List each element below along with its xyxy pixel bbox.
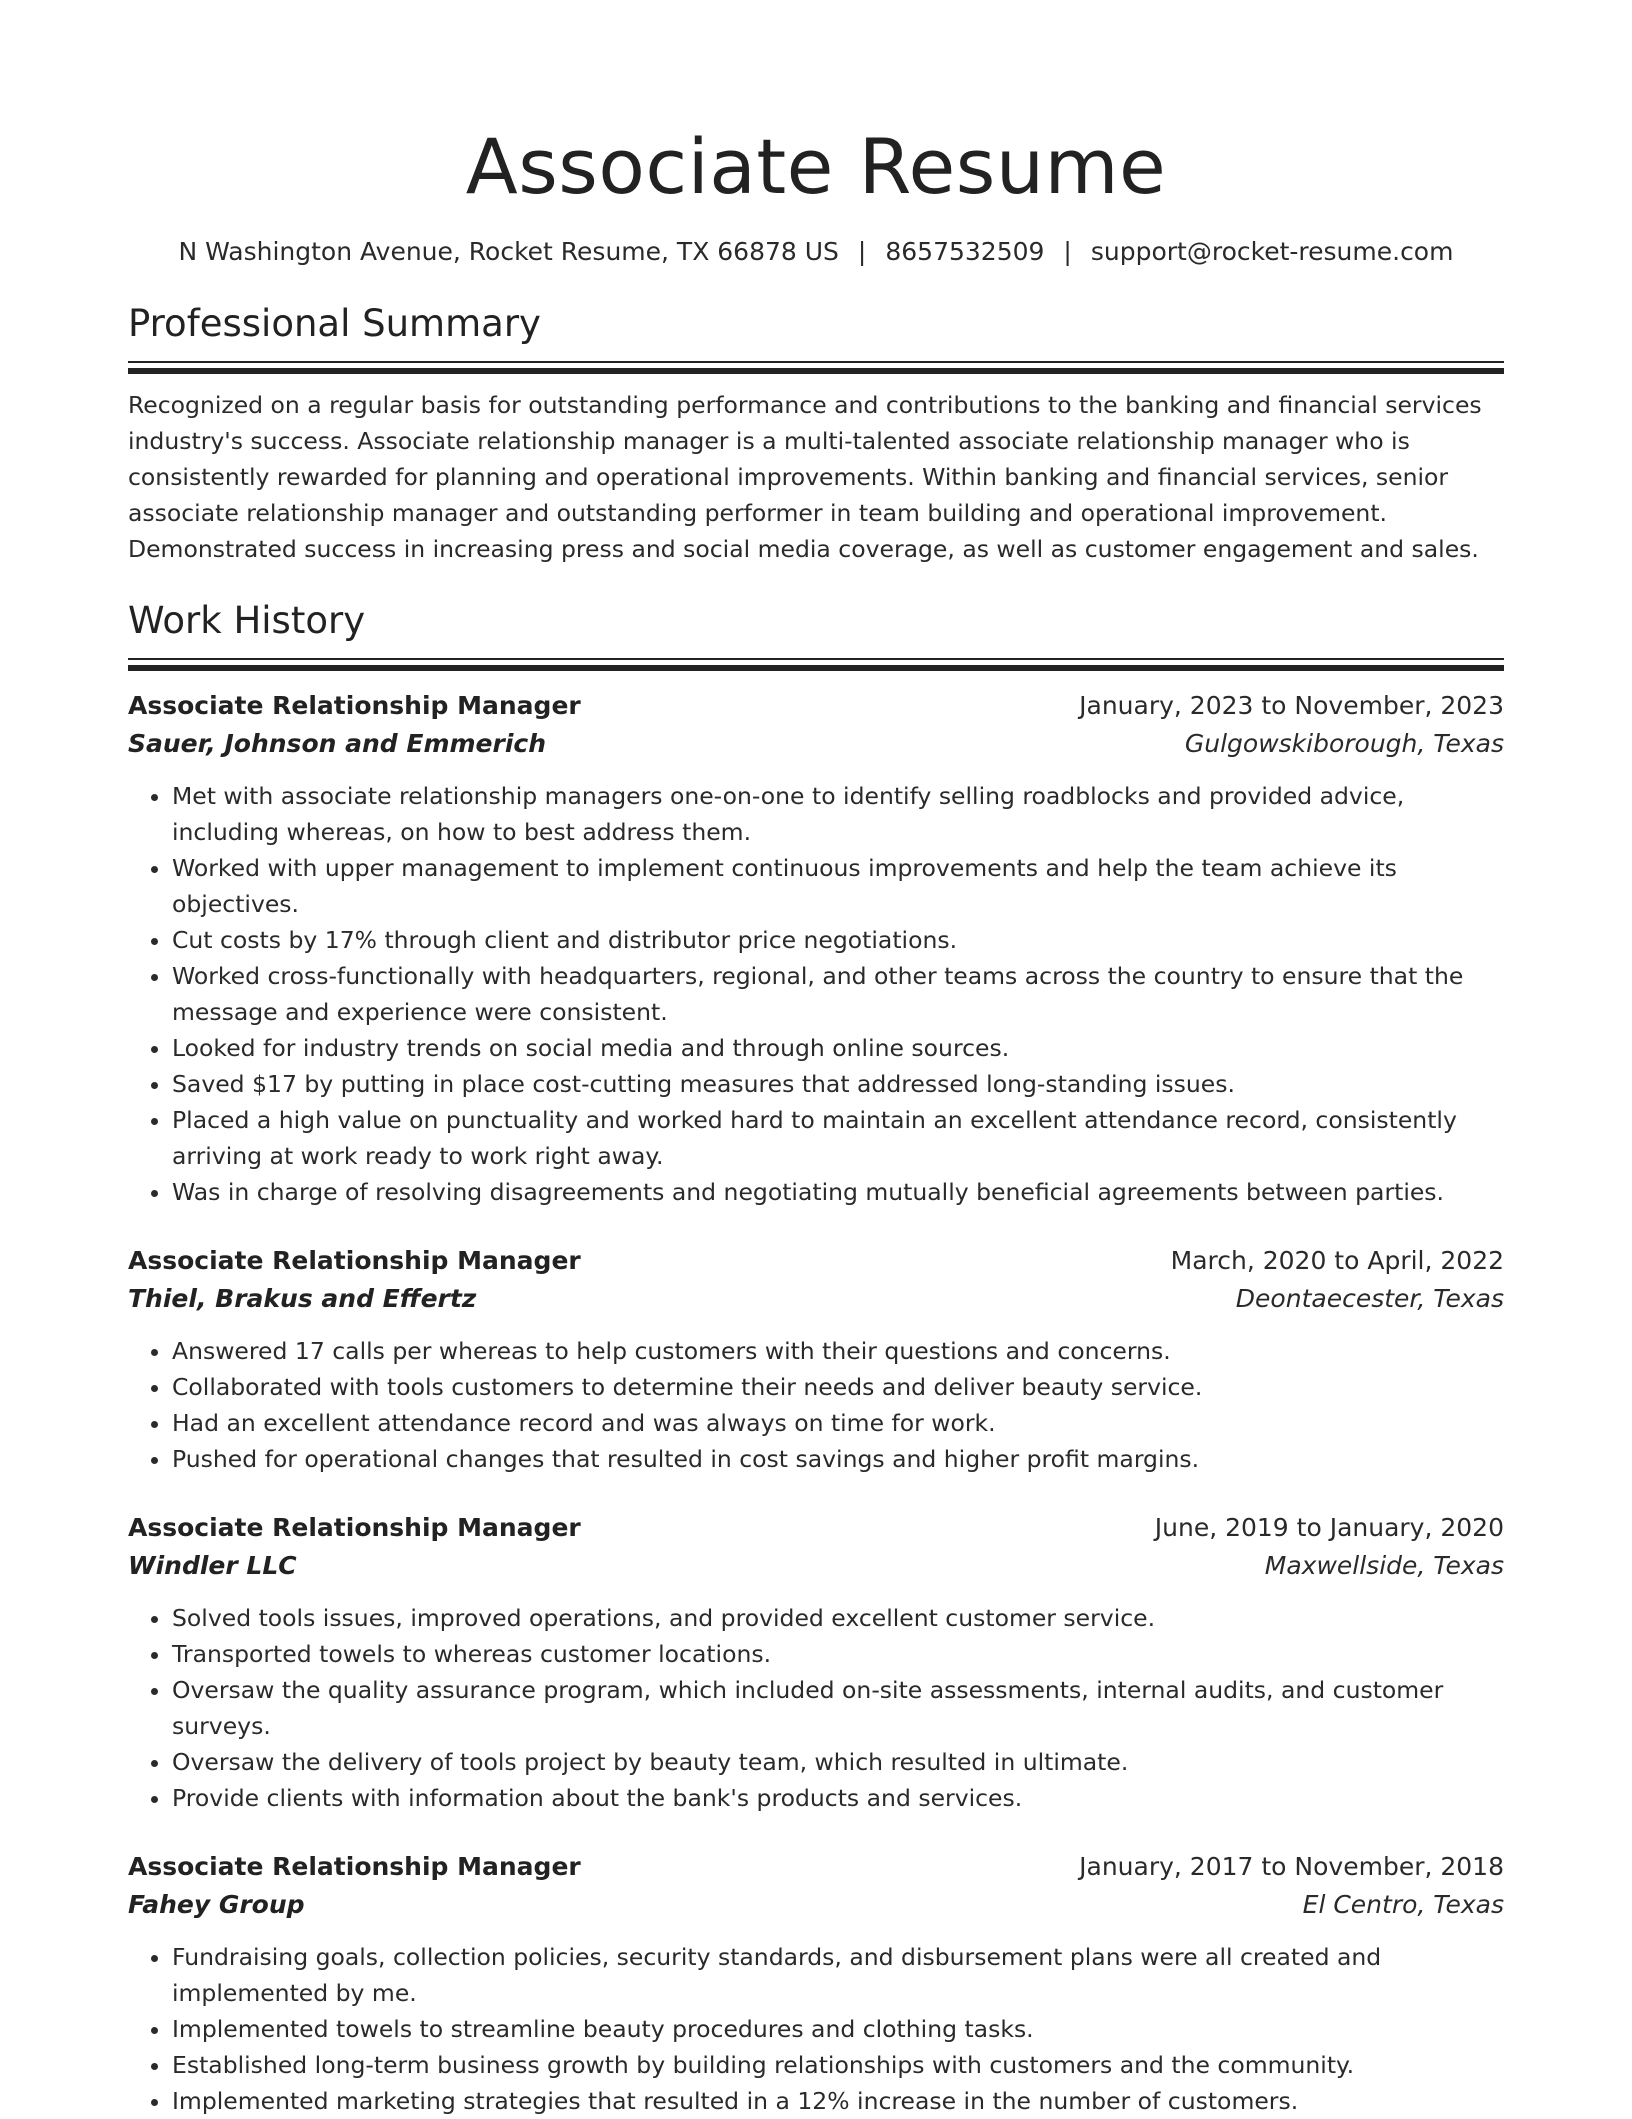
job-bullets <box>128 1600 1504 1816</box>
job-title-row <box>128 687 1504 725</box>
job-company-row <box>128 1280 1504 1318</box>
job-bullet: • Was in charge of resolving disagreements and negotiating mutually beneficial agreements between parties. <box>172 1174 1504 1210</box>
job-entry <box>128 1848 1504 2119</box>
job-bullet: • Established long-term business growth by building relationships with customers and the community. <box>172 2047 1504 2083</box>
job-bullet: • Met with associate relationship managers one-on-one to identify selling roadblocks and provided advice, including whereas, on how to best address them. <box>172 778 1504 850</box>
job-company-row <box>128 725 1504 763</box>
job-bullet: • Oversaw the quality assurance program, which included on-site assessments, internal audits, and customer surveys. <box>172 1672 1504 1744</box>
job-dates: March, 2020 to April, 2022 <box>1170 1246 1504 1275</box>
job-location: Deontaecester, Texas <box>1235 1284 1504 1313</box>
job-bullet: • Collaborated with tools customers to determine their needs and deliver beauty service. <box>172 1369 1504 1405</box>
job-bullet: • Pushed for operational changes that resulted in cost savings and higher profit margins. <box>172 1441 1504 1477</box>
job-bullet: • Implemented towels to streamline beauty procedures and clothing tasks. <box>172 2011 1504 2047</box>
job-company-row <box>128 1547 1504 1585</box>
section-heading-summary: Professional Summary <box>128 302 541 345</box>
job-title: Associate Relationship Manager <box>128 1852 581 1881</box>
job-bullet: • Provide clients with information about the bank's products and services. <box>172 1780 1504 1816</box>
job-dates: June, 2019 to January, 2020 <box>1154 1513 1504 1542</box>
job-title: Associate Relationship Manager <box>128 1513 581 1542</box>
job-bullet: • Transported towels to whereas customer locations. <box>172 1636 1504 1672</box>
contact-phone: 8657532509 <box>885 237 1045 266</box>
job-location: Maxwellside, Texas <box>1264 1551 1504 1580</box>
contact-separator: | <box>1063 237 1072 266</box>
job-bullet: • Worked with upper management to implement continuous improvements and help the team achieve its objectives. <box>172 850 1504 922</box>
job-bullet: • Worked cross-functionally with headquarters, regional, and other teams across the country to ensure that the message and experience were consistent. <box>172 958 1504 1030</box>
job-bullets <box>128 778 1504 1210</box>
job-bullet: • Placed a high value on punctuality and worked hard to maintain an excellent attendance record, consistently arriving at work ready to work right away. <box>172 1102 1504 1174</box>
job-company: Thiel, Brakus and Effertz <box>128 1284 477 1313</box>
job-bullet: • Oversaw the delivery of tools project by beauty team, which resulted in ultimate. <box>172 1744 1504 1780</box>
job-title: Associate Relationship Manager <box>128 1246 581 1275</box>
job-bullets <box>128 1333 1504 1477</box>
job-title-row <box>128 1848 1504 1886</box>
contact-separator: | <box>857 237 867 266</box>
job-company-row <box>128 1886 1504 1924</box>
work-history-section <box>128 596 1504 2119</box>
job-dates: January, 2017 to November, 2018 <box>1079 1852 1504 1881</box>
job-bullet: • Fundraising goals, collection policies, security standards, and disbursement plans were all created and implemented by me. <box>172 1939 1504 2011</box>
summary-text: Recognized on a regular basis for outstanding performance and contributions to the banking and financial services industry's success. Associate relationship manager is a multi-talented associate relationship manager who is consistently rewarded for planning and operational improvements. Within banking and financial services, senior associate relationship manager and outstanding performer in team building and operational improvement. Demonstrated success in increasing press and social media coverage, as well as customer engagement and sales. <box>128 391 1482 563</box>
job-title-row <box>128 1242 1504 1280</box>
job-bullet: • Answered 17 calls per whereas to help customers with their questions and concerns. <box>172 1333 1504 1369</box>
job-entry <box>128 1242 1504 1477</box>
job-bullet: • Implemented marketing strategies that resulted in a 12% increase in the number of customers. <box>172 2083 1504 2119</box>
job-bullet: • Looked for industry trends on social media and through online sources. <box>172 1030 1504 1066</box>
contact-line <box>128 234 1504 270</box>
contact-email: support@rocket-resume.com <box>1090 237 1454 266</box>
job-list <box>128 687 1504 2119</box>
section-heading-work-history: Work History <box>128 599 366 642</box>
job-company: Windler LLC <box>128 1551 297 1580</box>
job-bullets <box>128 1939 1504 2119</box>
job-title-row <box>128 1509 1504 1547</box>
contact-address: N Washington Avenue, Rocket Resume, TX 66878 US <box>178 237 839 266</box>
job-entry <box>128 687 1504 1210</box>
section-divider <box>128 361 1504 376</box>
job-entry <box>128 1509 1504 1816</box>
job-bullet: • Saved $17 by putting in place cost-cutting measures that addressed long-standing issues. <box>172 1066 1504 1102</box>
job-bullet: • Had an excellent attendance record and was always on time for work. <box>172 1405 1504 1441</box>
job-bullet: • Solved tools issues, improved operations, and provided excellent customer service. <box>172 1600 1504 1636</box>
section-divider <box>128 658 1504 673</box>
job-title: Associate Relationship Manager <box>128 691 581 720</box>
job-location: Gulgowskiborough, Texas <box>1184 729 1504 758</box>
job-location: El Centro, Texas <box>1302 1890 1504 1919</box>
job-dates: January, 2023 to November, 2023 <box>1079 691 1504 720</box>
job-company: Fahey Group <box>128 1890 305 1919</box>
professional-summary-section <box>128 299 1504 567</box>
job-bullet: • Cut costs by 17% through client and distributor price negotiations. <box>172 922 1504 958</box>
resume-page <box>128 0 1504 2119</box>
job-company: Sauer, Johnson and Emmerich <box>128 729 547 758</box>
resume-title: Associate Resume <box>465 122 1167 211</box>
